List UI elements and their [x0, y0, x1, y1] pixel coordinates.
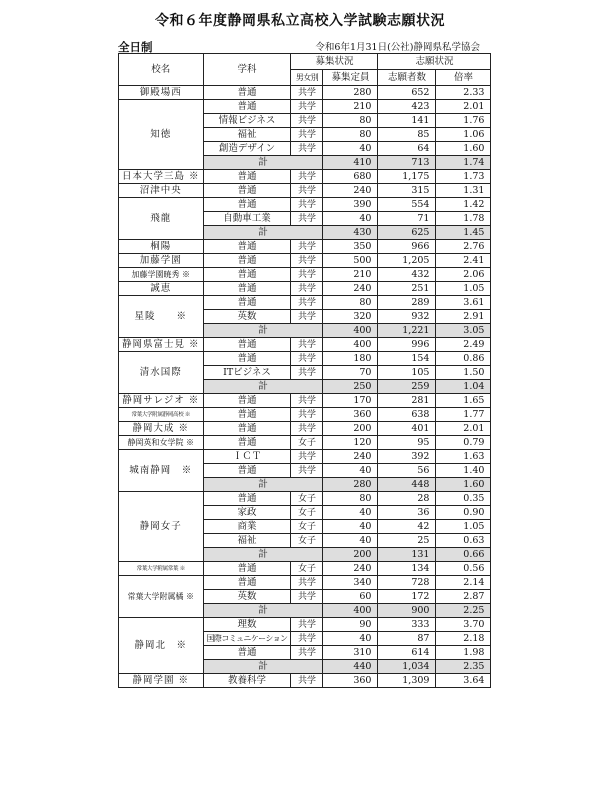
- course-cell: 普通: [203, 296, 291, 310]
- table-row: [119, 562, 491, 576]
- subtotal-capacity: 400: [323, 604, 378, 618]
- subtotal-label: 計: [203, 604, 323, 618]
- gender-cell: 共学: [291, 618, 323, 632]
- applicants-cell: 42: [378, 520, 436, 534]
- applicants-cell: 614: [378, 646, 436, 660]
- capacity-cell: 350: [323, 240, 378, 254]
- school-name-cell: 清水国際: [119, 352, 204, 394]
- gender-cell: 女子: [291, 492, 323, 506]
- gender-cell: 共学: [291, 240, 323, 254]
- applicants-cell: 1,175: [378, 170, 436, 184]
- course-cell: 普通: [203, 464, 291, 478]
- school-name-cell: 静岡大成 ※: [119, 422, 204, 436]
- course-cell: 普通: [203, 254, 291, 268]
- applicants-cell: 95: [378, 436, 436, 450]
- ratio-cell: 2.33: [436, 86, 491, 100]
- ratio-cell: 1.76: [436, 114, 491, 128]
- course-cell: 英数: [203, 590, 291, 604]
- table-row: [119, 86, 491, 100]
- subtotal-ratio: 1.04: [436, 380, 491, 394]
- ratio-cell: 1.65: [436, 394, 491, 408]
- table-row: [119, 170, 491, 184]
- applicants-cell: 85: [378, 128, 436, 142]
- course-cell: 普通: [203, 492, 291, 506]
- table-row: [119, 338, 491, 352]
- subtotal-label: 計: [203, 548, 323, 562]
- ratio-cell: 1.42: [436, 198, 491, 212]
- ratio-cell: 2.91: [436, 310, 491, 324]
- subtotal-capacity: 400: [323, 324, 378, 338]
- ratio-cell: 3.61: [436, 296, 491, 310]
- applicants-cell: 996: [378, 338, 436, 352]
- table-row: [119, 618, 491, 632]
- ratio-cell: 2.41: [436, 254, 491, 268]
- table-row: [119, 576, 491, 590]
- subtotal-applicants: 1,221: [378, 324, 436, 338]
- subtotal-capacity: 200: [323, 548, 378, 562]
- applicants-cell: 281: [378, 394, 436, 408]
- ratio-cell: 1.73: [436, 170, 491, 184]
- capacity-cell: 280: [323, 86, 378, 100]
- ratio-cell: 1.31: [436, 184, 491, 198]
- gender-cell: 共学: [291, 394, 323, 408]
- course-cell: 普通: [203, 562, 291, 576]
- ratio-cell: 0.35: [436, 492, 491, 506]
- gender-cell: 共学: [291, 590, 323, 604]
- course-cell: 普通: [203, 408, 291, 422]
- ratio-cell: 1.60: [436, 142, 491, 156]
- publication-info: 令和6年1月31日(公社)静岡県私学協会: [315, 42, 480, 53]
- gender-cell: 共学: [291, 464, 323, 478]
- table-row: [119, 184, 491, 198]
- course-cell: 創造デザイン: [203, 142, 291, 156]
- application-status-table: [118, 53, 491, 688]
- school-name-cell: 静岡女子: [119, 492, 204, 562]
- school-name-cell: 日本大学三島 ※: [119, 170, 204, 184]
- header-ratio: 倍率: [436, 70, 491, 86]
- course-cell: 福祉: [203, 128, 291, 142]
- table-row: [119, 408, 491, 422]
- applicants-cell: 141: [378, 114, 436, 128]
- ratio-cell: 2.49: [436, 338, 491, 352]
- gender-cell: 共学: [291, 268, 323, 282]
- capacity-cell: 60: [323, 590, 378, 604]
- ratio-cell: 1.78: [436, 212, 491, 226]
- course-cell: 英数: [203, 310, 291, 324]
- subtotal-applicants: 259: [378, 380, 436, 394]
- applicants-cell: 652: [378, 86, 436, 100]
- capacity-cell: 240: [323, 282, 378, 296]
- gender-cell: 共学: [291, 408, 323, 422]
- ratio-cell: 2.18: [436, 632, 491, 646]
- applicants-cell: 423: [378, 100, 436, 114]
- subtotal-capacity: 280: [323, 478, 378, 492]
- capacity-cell: 400: [323, 338, 378, 352]
- capacity-cell: 310: [323, 646, 378, 660]
- applicants-cell: 134: [378, 562, 436, 576]
- gender-cell: 女子: [291, 520, 323, 534]
- subtotal-applicants: 900: [378, 604, 436, 618]
- capacity-cell: 120: [323, 436, 378, 450]
- capacity-cell: 70: [323, 366, 378, 380]
- course-cell: 福祉: [203, 534, 291, 548]
- school-name-cell: 常葉大学附属常葉 ※: [119, 562, 204, 576]
- course-cell: ＩＣＴ: [203, 450, 291, 464]
- capacity-cell: 80: [323, 296, 378, 310]
- subtotal-applicants: 713: [378, 156, 436, 170]
- capacity-cell: 90: [323, 618, 378, 632]
- subtitle: 全日制: [118, 40, 153, 54]
- applicants-cell: 289: [378, 296, 436, 310]
- ratio-cell: 2.06: [436, 268, 491, 282]
- subtotal-label: 計: [203, 478, 323, 492]
- capacity-cell: 360: [323, 408, 378, 422]
- capacity-cell: 180: [323, 352, 378, 366]
- ratio-cell: 2.14: [436, 576, 491, 590]
- course-cell: 情報ビジネス: [203, 114, 291, 128]
- gender-cell: 共学: [291, 632, 323, 646]
- applicants-cell: 154: [378, 352, 436, 366]
- gender-cell: 共学: [291, 450, 323, 464]
- capacity-cell: 320: [323, 310, 378, 324]
- capacity-cell: 680: [323, 170, 378, 184]
- school-name-cell: 加藤学園暁秀 ※: [119, 268, 204, 282]
- subtotal-label: 計: [203, 324, 323, 338]
- ratio-cell: 0.90: [436, 506, 491, 520]
- header-course: 学科: [203, 54, 291, 86]
- course-cell: 普通: [203, 352, 291, 366]
- subtotal-ratio: 2.25: [436, 604, 491, 618]
- table-row: [119, 436, 491, 450]
- header-application-status: 志願状況: [378, 54, 491, 70]
- subtotal-ratio: 3.05: [436, 324, 491, 338]
- applicants-cell: 728: [378, 576, 436, 590]
- school-name-cell: 星陵 ※: [119, 296, 204, 338]
- header-applicants: 志願者数: [378, 70, 436, 86]
- applicants-cell: 432: [378, 268, 436, 282]
- gender-cell: 共学: [291, 100, 323, 114]
- applicants-cell: 64: [378, 142, 436, 156]
- ratio-cell: 1.63: [436, 450, 491, 464]
- subtotal-ratio: 1.45: [436, 226, 491, 240]
- capacity-cell: 240: [323, 450, 378, 464]
- table-row: [119, 100, 491, 114]
- school-name-cell: 常葉大学附属橘 ※: [119, 576, 204, 618]
- applicants-cell: 401: [378, 422, 436, 436]
- ratio-cell: 2.01: [436, 100, 491, 114]
- ratio-cell: 2.76: [436, 240, 491, 254]
- capacity-cell: 40: [323, 506, 378, 520]
- header-capacity: 募集定員: [323, 70, 378, 86]
- capacity-cell: 210: [323, 100, 378, 114]
- course-cell: 普通: [203, 268, 291, 282]
- capacity-cell: 240: [323, 184, 378, 198]
- gender-cell: 共学: [291, 310, 323, 324]
- capacity-cell: 40: [323, 520, 378, 534]
- ratio-cell: 0.79: [436, 436, 491, 450]
- school-name-cell: 静岡学園 ※: [119, 674, 204, 688]
- table-row: [119, 394, 491, 408]
- school-name-cell: 常葉大学附属静岡高校 ※: [119, 408, 204, 422]
- applicants-cell: 932: [378, 310, 436, 324]
- course-cell: 普通: [203, 86, 291, 100]
- course-cell: 普通: [203, 170, 291, 184]
- capacity-cell: 240: [323, 562, 378, 576]
- table-row: [119, 240, 491, 254]
- capacity-cell: 40: [323, 534, 378, 548]
- course-cell: 普通: [203, 394, 291, 408]
- applicants-cell: 28: [378, 492, 436, 506]
- gender-cell: 共学: [291, 282, 323, 296]
- ratio-cell: 1.40: [436, 464, 491, 478]
- subtotal-ratio: 1.74: [436, 156, 491, 170]
- subtotal-applicants: 625: [378, 226, 436, 240]
- course-cell: 普通: [203, 184, 291, 198]
- applicants-cell: 71: [378, 212, 436, 226]
- gender-cell: 共学: [291, 170, 323, 184]
- applicants-cell: 315: [378, 184, 436, 198]
- table-row: [119, 282, 491, 296]
- course-cell: 普通: [203, 646, 291, 660]
- capacity-cell: 340: [323, 576, 378, 590]
- table-row: [119, 422, 491, 436]
- course-cell: 普通: [203, 338, 291, 352]
- subtotal-capacity: 410: [323, 156, 378, 170]
- school-name-cell: 桐陽: [119, 240, 204, 254]
- table-row: [119, 254, 491, 268]
- ratio-cell: 1.50: [436, 366, 491, 380]
- course-cell: 国際コミュニケーション: [203, 632, 291, 646]
- gender-cell: 共学: [291, 254, 323, 268]
- capacity-cell: 40: [323, 632, 378, 646]
- gender-cell: 共学: [291, 338, 323, 352]
- applicants-cell: 25: [378, 534, 436, 548]
- course-cell: 自動車工業: [203, 212, 291, 226]
- gender-cell: 共学: [291, 674, 323, 688]
- applicants-cell: 87: [378, 632, 436, 646]
- applicants-cell: 392: [378, 450, 436, 464]
- subtotal-ratio: 1.60: [436, 478, 491, 492]
- course-cell: 普通: [203, 100, 291, 114]
- gender-cell: 共学: [291, 212, 323, 226]
- ratio-cell: 3.70: [436, 618, 491, 632]
- school-name-cell: 城南静岡 ※: [119, 450, 204, 492]
- ratio-cell: 0.56: [436, 562, 491, 576]
- subtotal-label: 計: [203, 156, 323, 170]
- table-row: [119, 268, 491, 282]
- gender-cell: 共学: [291, 422, 323, 436]
- subtotal-capacity: 440: [323, 660, 378, 674]
- subtotal-label: 計: [203, 660, 323, 674]
- gender-cell: 共学: [291, 128, 323, 142]
- school-name-cell: 静岡県富士見 ※: [119, 338, 204, 352]
- gender-cell: 共学: [291, 198, 323, 212]
- header-recruitment-status: 募集状況: [291, 54, 378, 70]
- gender-cell: 共学: [291, 86, 323, 100]
- applicants-cell: 251: [378, 282, 436, 296]
- capacity-cell: 360: [323, 674, 378, 688]
- applicants-cell: 333: [378, 618, 436, 632]
- course-cell: 教養科学: [203, 674, 291, 688]
- applicants-cell: 554: [378, 198, 436, 212]
- subtotal-capacity: 250: [323, 380, 378, 394]
- school-name-cell: 知徳: [119, 100, 204, 170]
- subtotal-label: 計: [203, 226, 323, 240]
- gender-cell: 共学: [291, 366, 323, 380]
- gender-cell: 女子: [291, 436, 323, 450]
- gender-cell: 共学: [291, 646, 323, 660]
- course-cell: 普通: [203, 576, 291, 590]
- gender-cell: 共学: [291, 184, 323, 198]
- applicants-cell: 966: [378, 240, 436, 254]
- page-title: 令和６年度静岡県私立高校入学試験志願状況: [155, 13, 445, 29]
- course-cell: 普通: [203, 198, 291, 212]
- ratio-cell: 1.05: [436, 282, 491, 296]
- capacity-cell: 80: [323, 114, 378, 128]
- course-cell: 普通: [203, 422, 291, 436]
- course-cell: 普通: [203, 240, 291, 254]
- ratio-cell: 3.64: [436, 674, 491, 688]
- course-cell: 普通: [203, 282, 291, 296]
- gender-cell: 女子: [291, 562, 323, 576]
- table-row: [119, 296, 491, 310]
- table-row: [119, 352, 491, 366]
- course-cell: 理数: [203, 618, 291, 632]
- applicants-cell: 56: [378, 464, 436, 478]
- capacity-cell: 500: [323, 254, 378, 268]
- school-name-cell: 御殿場西: [119, 86, 204, 100]
- table-body: [119, 86, 491, 688]
- gender-cell: 女子: [291, 506, 323, 520]
- subtotal-applicants: 131: [378, 548, 436, 562]
- gender-cell: 共学: [291, 142, 323, 156]
- subtotal-ratio: 0.66: [436, 548, 491, 562]
- capacity-cell: 40: [323, 142, 378, 156]
- course-cell: 商業: [203, 520, 291, 534]
- subtotal-applicants: 1,034: [378, 660, 436, 674]
- school-name-cell: 加藤学園: [119, 254, 204, 268]
- capacity-cell: 40: [323, 464, 378, 478]
- capacity-cell: 390: [323, 198, 378, 212]
- school-name-cell: 沼津中央: [119, 184, 204, 198]
- applicants-cell: 1,205: [378, 254, 436, 268]
- school-name-cell: 誠恵: [119, 282, 204, 296]
- gender-cell: 共学: [291, 114, 323, 128]
- course-cell: ITビジネス: [203, 366, 291, 380]
- header-gender: 男女別: [291, 70, 323, 86]
- applicants-cell: 638: [378, 408, 436, 422]
- school-name-cell: 静岡北 ※: [119, 618, 204, 674]
- gender-cell: 共学: [291, 576, 323, 590]
- table-row: [119, 450, 491, 464]
- ratio-cell: 1.77: [436, 408, 491, 422]
- ratio-cell: 2.87: [436, 590, 491, 604]
- capacity-cell: 80: [323, 492, 378, 506]
- ratio-cell: 1.06: [436, 128, 491, 142]
- subtotal-ratio: 2.35: [436, 660, 491, 674]
- capacity-cell: 200: [323, 422, 378, 436]
- table-row: [119, 674, 491, 688]
- capacity-cell: 80: [323, 128, 378, 142]
- subtotal-label: 計: [203, 380, 323, 394]
- applicants-cell: 105: [378, 366, 436, 380]
- table-row: [119, 492, 491, 506]
- ratio-cell: 1.98: [436, 646, 491, 660]
- ratio-cell: 0.63: [436, 534, 491, 548]
- gender-cell: 女子: [291, 534, 323, 548]
- capacity-cell: 210: [323, 268, 378, 282]
- ratio-cell: 1.05: [436, 520, 491, 534]
- ratio-cell: 2.01: [436, 422, 491, 436]
- gender-cell: 共学: [291, 296, 323, 310]
- subtotal-applicants: 448: [378, 478, 436, 492]
- capacity-cell: 40: [323, 212, 378, 226]
- subtotal-capacity: 430: [323, 226, 378, 240]
- applicants-cell: 1,309: [378, 674, 436, 688]
- ratio-cell: 0.86: [436, 352, 491, 366]
- course-cell: 家政: [203, 506, 291, 520]
- table-row: [119, 198, 491, 212]
- course-cell: 普通: [203, 436, 291, 450]
- header-school: 校名: [119, 54, 204, 86]
- applicants-cell: 172: [378, 590, 436, 604]
- school-name-cell: 静岡英和女学院 ※: [119, 436, 204, 450]
- applicants-cell: 36: [378, 506, 436, 520]
- gender-cell: 共学: [291, 352, 323, 366]
- school-name-cell: 静岡サレジオ ※: [119, 394, 204, 408]
- school-name-cell: 飛龍: [119, 198, 204, 240]
- capacity-cell: 170: [323, 394, 378, 408]
